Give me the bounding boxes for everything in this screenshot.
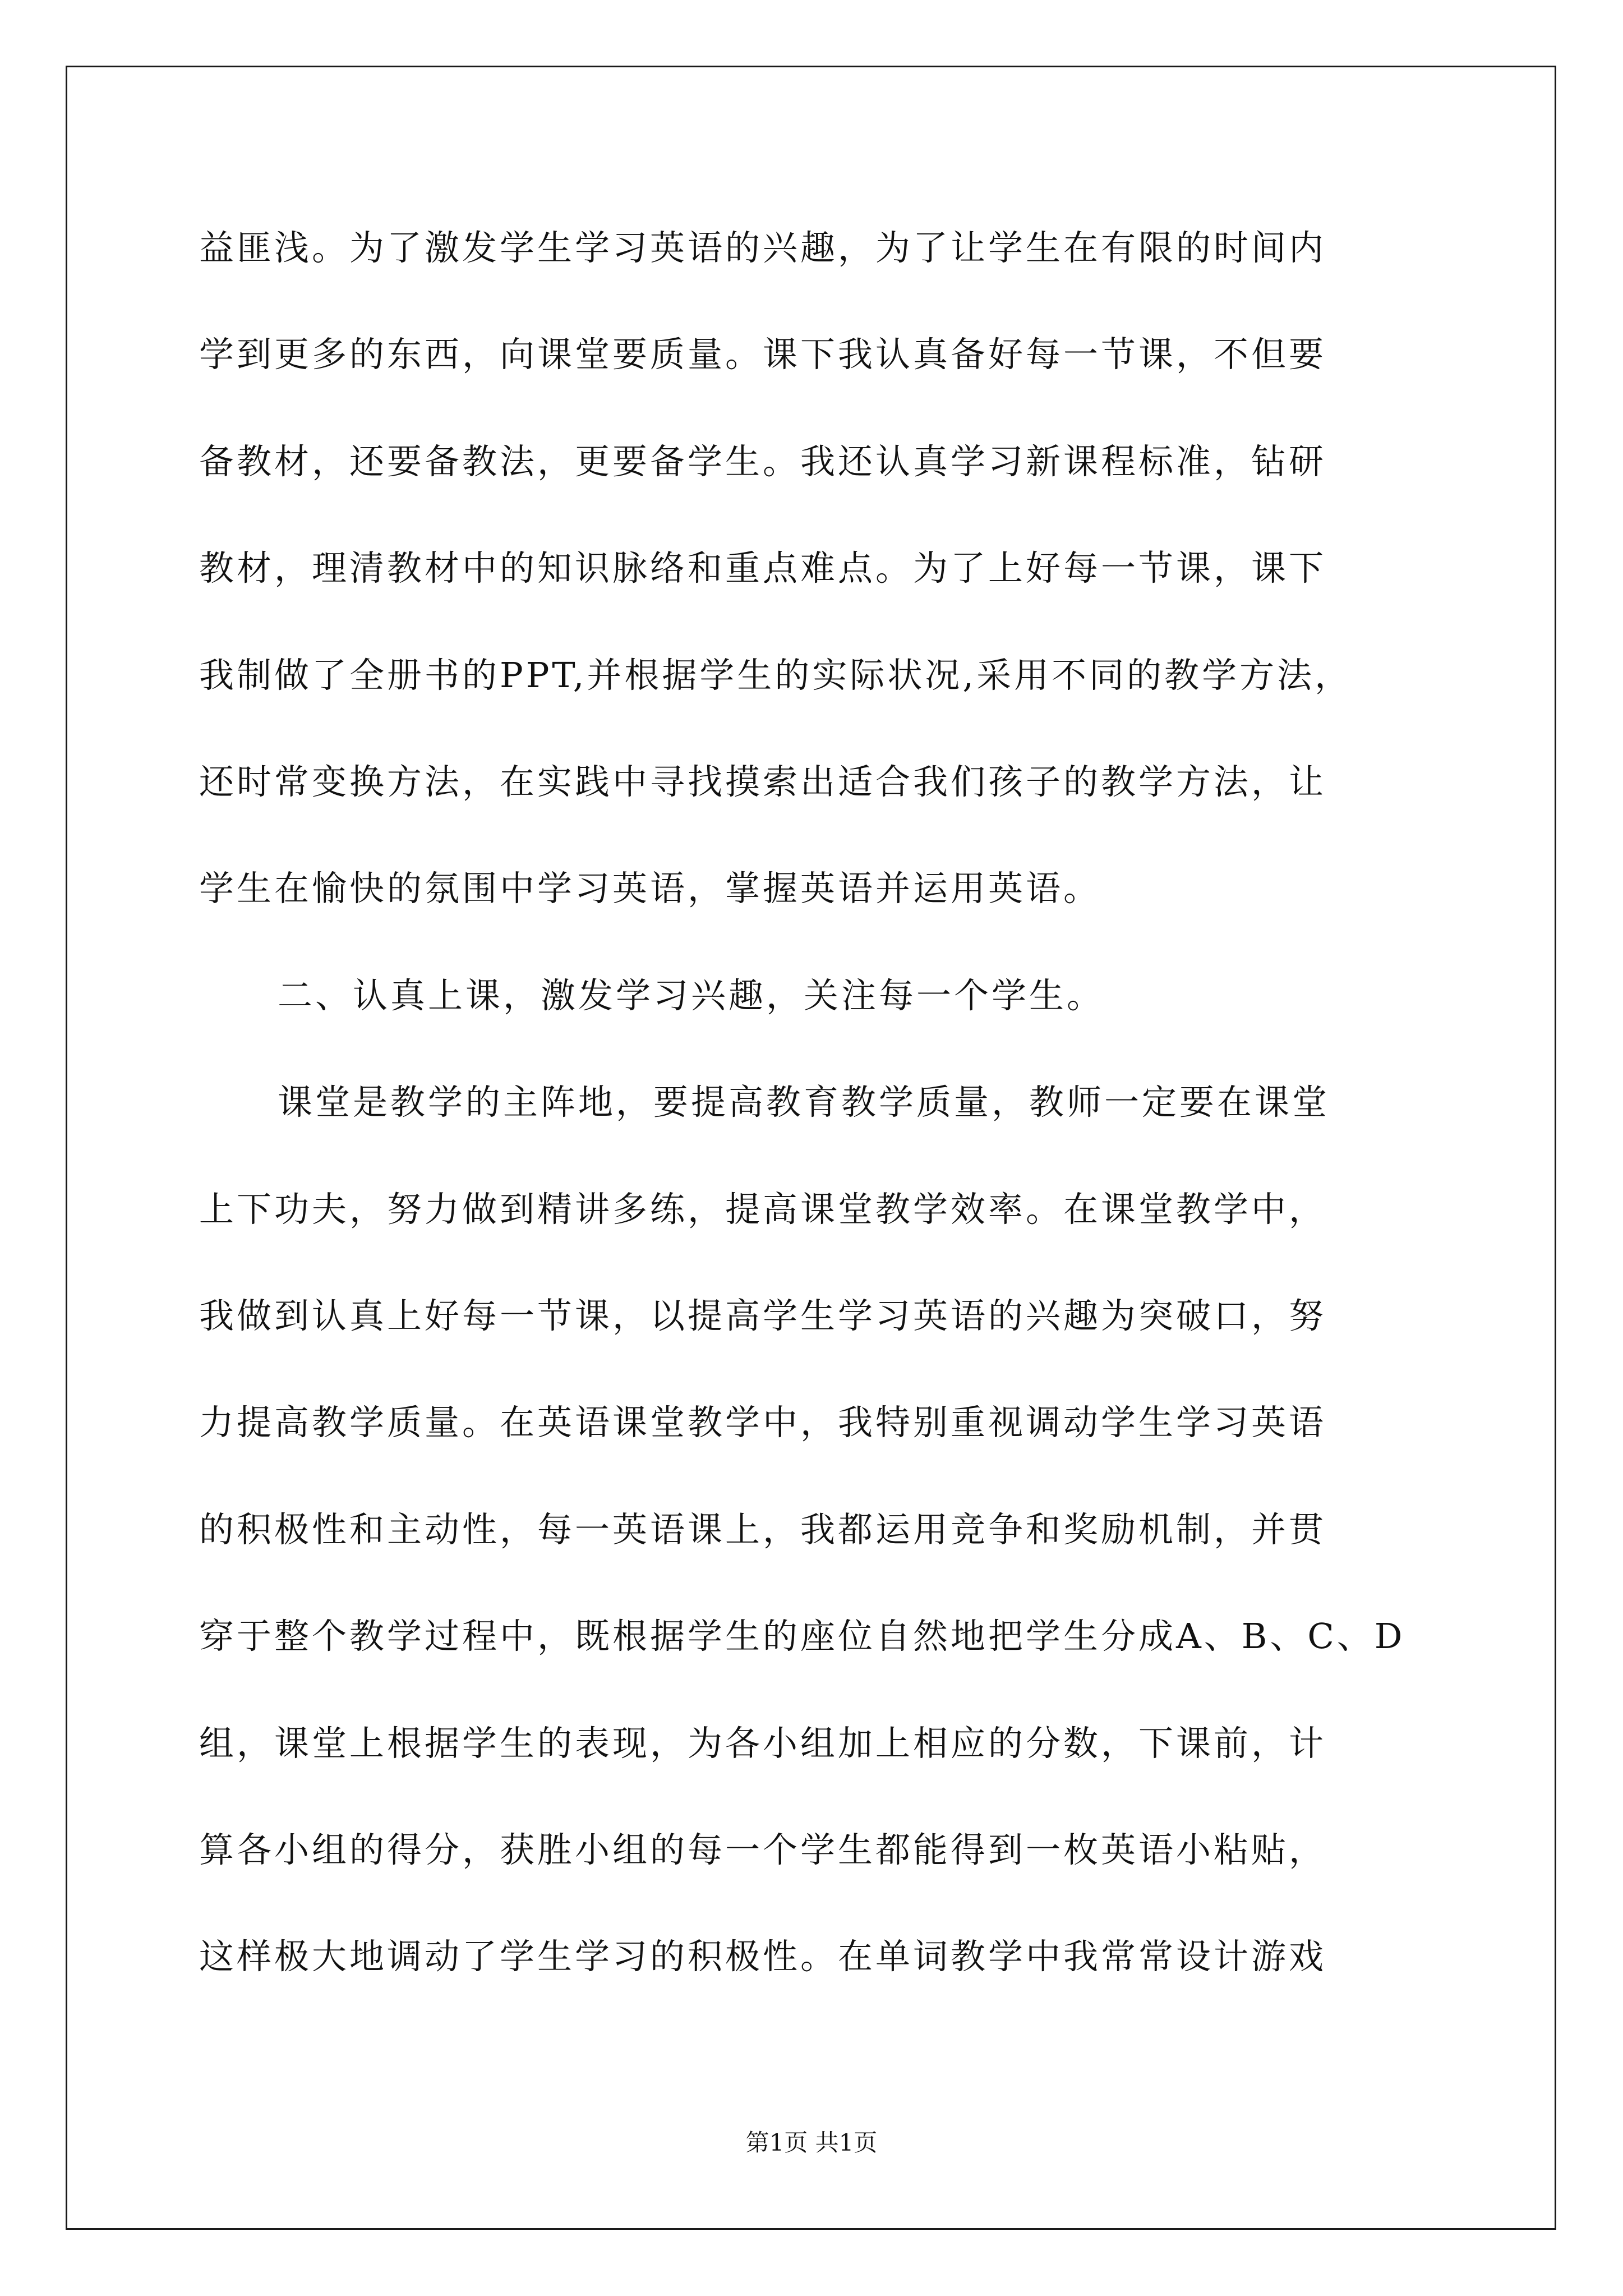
- text-line: 力提高教学质量。在英语课堂教学中，我特别重视调动学生学习英语: [199, 1402, 1327, 1443]
- page-footer: 第1页 共1页: [745, 2129, 878, 2156]
- text-line: 备教材，还要备教法，更要备学生。我还认真学习新课程标准，钻研: [199, 440, 1327, 482]
- text-line: 学生在愉快的氛围中学习英语，掌握英语并运用英语。: [199, 868, 1101, 909]
- text-line: 教材，理清教材中的知识脉络和重点难点。为了上好每一节课，课下: [199, 547, 1327, 589]
- text-line: 这样极大地调动了学生学习的积极性。在单词教学中我常常设计游戏: [199, 1936, 1327, 1977]
- text-line: 益匪浅。为了激发学生学习英语的兴趣，为了让学生在有限的时间内: [199, 227, 1327, 268]
- text-line: 还时常变换方法，在实践中寻找摸索出适合我们孩子的教学方法，让: [199, 761, 1327, 802]
- text-line: 上下功夫，努力做到精讲多练，提高课堂教学效率。在课堂教学中，: [199, 1188, 1327, 1230]
- text-line: 组，课堂上根据学生的表现，为各小组加上相应的分数，下课前，计: [199, 1722, 1327, 1764]
- text-line: 学到更多的东西，向课堂要质量。课下我认真备好每一节课，不但要: [199, 334, 1327, 375]
- text-line: 算各小组的得分，获胜小组的每一个学生都能得到一枚英语小粘贴，: [199, 1829, 1327, 1870]
- text-line: 我制做了全册书的PPT,并根据学生的实际状况,采用不同的教学方法，: [199, 654, 1353, 696]
- page-border: [66, 66, 1556, 2230]
- text-line: 穿于整个教学过程中，既根据学生的座位自然地把学生分成A、B、C、D: [199, 1616, 1405, 1657]
- text-line: 的积极性和主动性，每一英语课上，我都运用竞争和奖励机制，并贯: [199, 1508, 1327, 1550]
- text-line: 我做到认真上好每一节课，以提高学生学习英语的兴趣为突破口，努: [199, 1295, 1327, 1336]
- section-heading: 二、认真上课，激发学习兴趣，关注每一个学生。: [278, 974, 1105, 1016]
- text-line: 课堂是教学的主阵地，要提高教育教学质量，教师一定要在课堂: [278, 1082, 1330, 1123]
